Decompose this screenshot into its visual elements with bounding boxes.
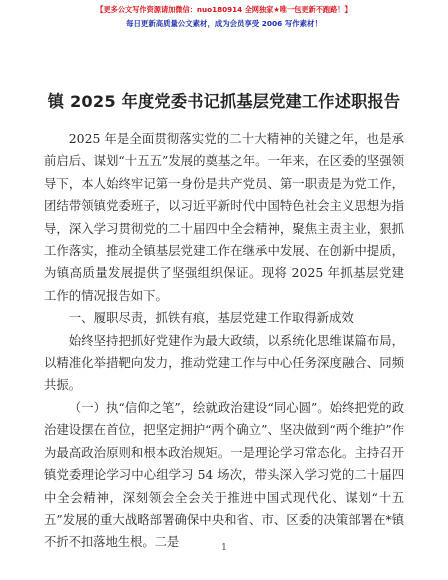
section-1-paragraph: 始终坚持把抓好党建作为最大政绩，以系统化思维谋篇布局，以精准化举措靶向发力，推动党建工作与中心任务深度融合、同频共振。	[44, 332, 404, 393]
promo-notice-line-2: 每日更新高质量公文素材，成为会员享受 2006 写作素材！	[126, 19, 322, 28]
document-title: 镇 2025 年度党委书记抓基层党建工作述职报告	[47, 92, 401, 111]
document-body	[44, 128, 404, 554]
page-number: 1	[221, 543, 227, 553]
subsection-1-paragraph: （一）执“信仰之笔”，绘就政治建设“同心圆”。始终把党的政治建设摆在首位，把坚定拥护“两个确立”、坚决做到“两个维护”作为最高政治原则和根本政治规矩。一是理论学习常态化。主持召开镇党委理论学习中心组学习 54 场次，带头深入学习党的二十届四中全会精神，深刻领会全会关于推进中国式现代化、谋划“十五五”发展的重大战略部署确保中央和省、市、区委的决策部署在*镇不折不扣落地生根。二是	[44, 399, 404, 550]
promo-notice-line-1: 【更多公文写作资源请加微信：nuo180914 全网独家★唯一包更新不跑路！】	[96, 5, 352, 14]
intro-paragraph: 2025 年是全面贯彻落实党的二十大精神的关键之年，也是承前启后、谋划“十五五”发展的奠基之年。一年来，在区委的坚强领导下，本人始终牢记第一身份是共产党员、第一职责是为党工作，团结带领镇党委班子，以习近平新时代中国特色社会主义思想为指导，深入学习贯彻党的二十届四中全会精神，聚焦主责主业，狠抓工作落实，推动全镇基层党建工作在继承中发展、在创新中提质，为镇高质量发展提供了坚强组织保证。现将 2025 年抓基层党建工作的情况报告如下。	[44, 131, 404, 303]
section-heading-1: 一、履职尽责，抓铁有痕，基层党建工作取得新成效	[68, 310, 354, 326]
